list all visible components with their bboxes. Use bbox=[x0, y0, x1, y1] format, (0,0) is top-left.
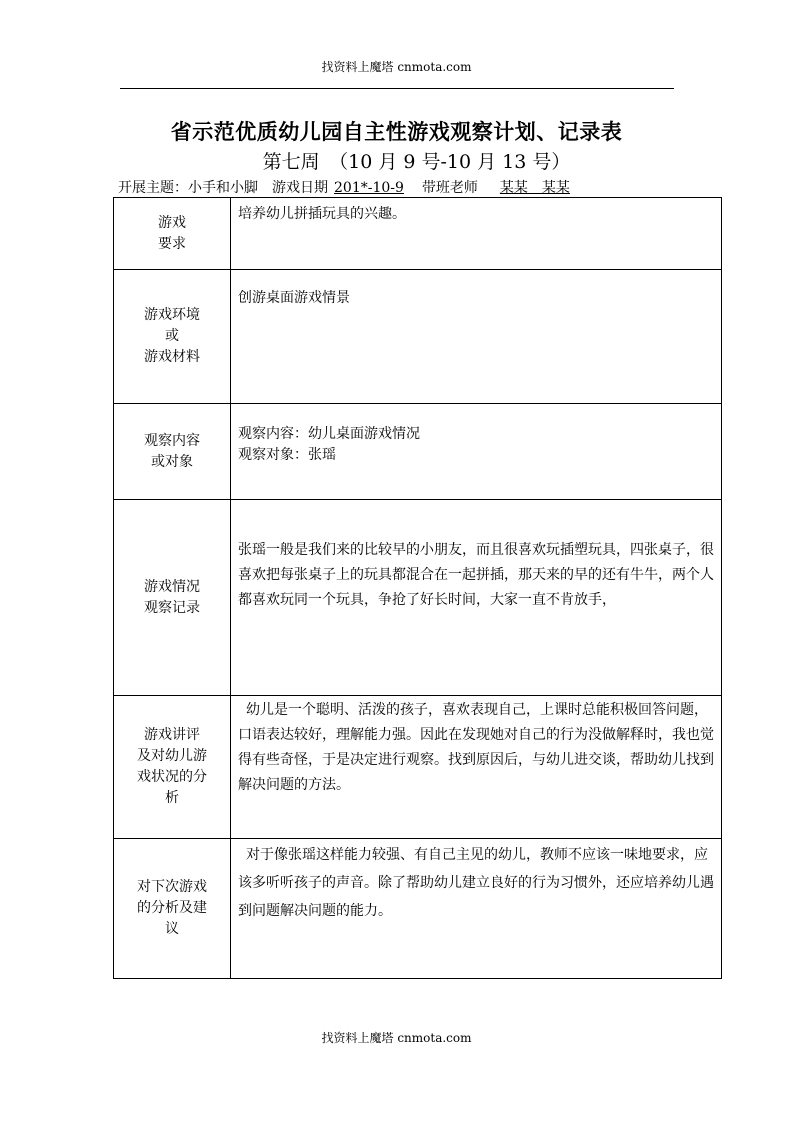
table-row bbox=[114, 198, 722, 270]
row-label-suggestions: 对下次游戏 的分析及建 议 bbox=[114, 839, 231, 979]
row-label-game-requirement: 游戏 要求 bbox=[114, 198, 231, 270]
page-header: 找资料上魔塔 cnmota.com bbox=[321, 60, 472, 74]
table-row bbox=[114, 270, 722, 404]
row-label-environment: 游戏环境 或 游戏材料 bbox=[114, 270, 231, 404]
table-row bbox=[114, 696, 722, 839]
date-value: 201*-10-9 bbox=[334, 180, 404, 196]
row-content-game-requirement: 培养幼儿拼插玩具的兴趣。 bbox=[231, 198, 722, 270]
teacher-label: 带班老师 bbox=[421, 180, 478, 196]
page-footer: 找资料上魔塔 cnmota.com bbox=[321, 1031, 472, 1045]
table-row bbox=[114, 839, 722, 979]
row-content-observation-target: 观察内容：幼儿桌面游戏情况 观察对象：张瑶 bbox=[231, 404, 722, 500]
row-content-suggestions: 对于像张瑶这样能力较强、有自己主见的幼儿，教师不应该一味地要求，应该多听听孩子的声音。除了帮助幼儿建立良好的行为习惯外，还应培养幼儿遇到问题解决问题的能力。 bbox=[231, 839, 722, 979]
meta-line bbox=[118, 177, 598, 197]
date-label: 游戏日期 bbox=[272, 180, 328, 196]
observation-table bbox=[113, 197, 722, 979]
row-label-observation-record: 游戏情况 观察记录 bbox=[114, 500, 231, 696]
header-divider bbox=[120, 88, 674, 89]
teacher-value: 某某 某某 bbox=[499, 180, 570, 196]
row-content-environment: 创游桌面游戏情景 bbox=[231, 270, 722, 404]
week-range: 第七周 （10 月 9 号-10 月 13 号） bbox=[262, 151, 571, 173]
theme-label: 开展主题： bbox=[118, 180, 188, 196]
table-row bbox=[114, 500, 722, 696]
row-content-observation-record: 张瑶一般是我们来的比较早的小朋友，而且很喜欢玩插塑玩具，四张桌子，很喜欢把每张桌子上的玩具都混合在一起拼插，那天来的早的还有牛牛，两个人都喜欢玩同一个玩具，争抢了好长时间，大家一直不肯放手， bbox=[231, 500, 722, 696]
document-title: 省示范优质幼儿园自主性游戏观察计划、记录表 bbox=[170, 119, 623, 144]
theme-value: 小手和小脚 bbox=[188, 180, 258, 196]
row-content-evaluation: 幼儿是一个聪明、活泼的孩子，喜欢表现自己，上课时总能积极回答问题，口语表达较好，理解能力强。因此在发现她对自己的行为没做解释时，我也觉得有些奇怪，于是决定进行观察。找到原因后，与幼儿进交谈，帮助幼儿找到解决问题的方法。 bbox=[231, 696, 722, 839]
row-label-observation-target: 观察内容 或对象 bbox=[114, 404, 231, 500]
row-label-evaluation: 游戏讲评 及对幼儿游 戏状况的分 析 bbox=[114, 696, 231, 839]
table-row bbox=[114, 404, 722, 500]
